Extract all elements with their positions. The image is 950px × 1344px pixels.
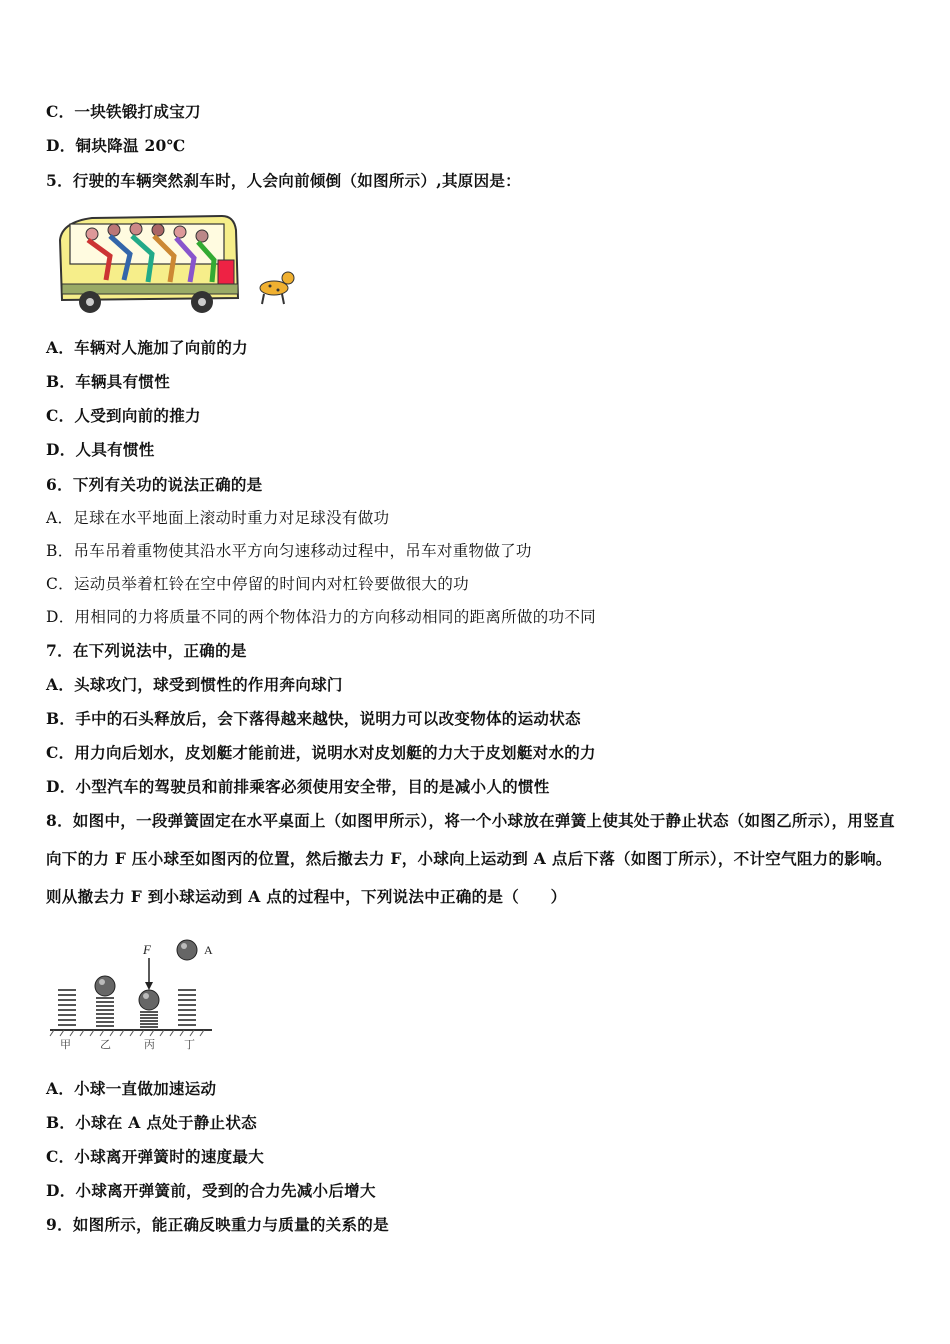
line-q6b: B．吊车吊着重物使其沿水平方向匀速移动过程中，吊车对重物做了功 bbox=[46, 542, 532, 560]
caption-ding: 丁 bbox=[184, 1038, 195, 1051]
line-q8c: C．小球离开弹簧时的速度最大 bbox=[46, 1147, 265, 1166]
line-q7a: A．头球攻门，球受到惯性的作用奔向球门 bbox=[46, 675, 343, 694]
line-q5c: C．人受到向前的推力 bbox=[46, 406, 201, 425]
caption-bing: 丙 bbox=[144, 1038, 155, 1051]
line-q5a: A．车辆对人施加了向前的力 bbox=[46, 338, 248, 357]
line-q6c: C．运动员举着杠铃在空中停留的时间内对杠铃要做很大的功 bbox=[46, 575, 469, 593]
line-q7d: D．小型汽车的驾驶员和前排乘客必须使用安全带，目的是减小人的惯性 bbox=[46, 777, 550, 796]
bus-braking-figure bbox=[52, 210, 300, 318]
paragraph-q8: 8．如图中，一段弹簧固定在水平桌面上（如图甲所示），将一个小球放在弹簧上使其处于静止状态（如图乙所示），用竖直向下的力 F 压小球至如图丙的位置，然后撤去力 F，小球向上运动到 A 点后下落（如图丁所示），不计空气阻力的影响。则从撤去力 F 到小球运动到 A 点的过程中，下列说法中正确的是（ ） bbox=[46, 811, 895, 906]
line-q8d: D．小球离开弹簧前，受到的合力先减小后增大 bbox=[46, 1181, 376, 1200]
line-q4c: C．一块铁锻打成宝刀 bbox=[46, 102, 201, 121]
caption-jia: 甲 bbox=[60, 1038, 71, 1051]
line-q8a: A．小球一直做加速运动 bbox=[46, 1079, 217, 1098]
point-a-label: A bbox=[204, 943, 213, 957]
line-q5: 5．行驶的车辆突然刹车时，人会向前倾倒（如图所示）,其原因是： bbox=[46, 171, 521, 190]
force-label: F bbox=[143, 942, 151, 957]
line-q9: 9．如图所示，能正确反映重力与质量的关系的是 bbox=[46, 1215, 389, 1234]
line-q6a: A．足球在水平地面上滚动时重力对足球没有做功 bbox=[46, 509, 390, 527]
caption-yi: 乙 bbox=[100, 1038, 111, 1051]
line-q8b: B．小球在 A 点处于静止状态 bbox=[46, 1113, 257, 1132]
spring-figure bbox=[48, 936, 228, 1054]
line-q7b: B．手中的石头释放后，会下落得越来越快，说明力可以改变物体的运动状态 bbox=[46, 709, 581, 728]
line-q5b: B．车辆具有惯性 bbox=[46, 372, 171, 391]
line-q7: 7．在下列说法中，正确的是 bbox=[46, 641, 247, 660]
line-q5d: D．人具有惯性 bbox=[46, 440, 155, 459]
line-q6d: D．用相同的力将质量不同的两个物体沿力的方向移动相同的距离所做的功不同 bbox=[46, 608, 596, 626]
line-q7c: C．用力向后划水，皮划艇才能前进，说明水对皮划艇的力大于皮划艇对水的力 bbox=[46, 743, 596, 762]
line-q6: 6．下列有关功的说法正确的是 bbox=[46, 475, 263, 494]
line-q4d: D．铜块降温 20℃ bbox=[46, 136, 186, 155]
